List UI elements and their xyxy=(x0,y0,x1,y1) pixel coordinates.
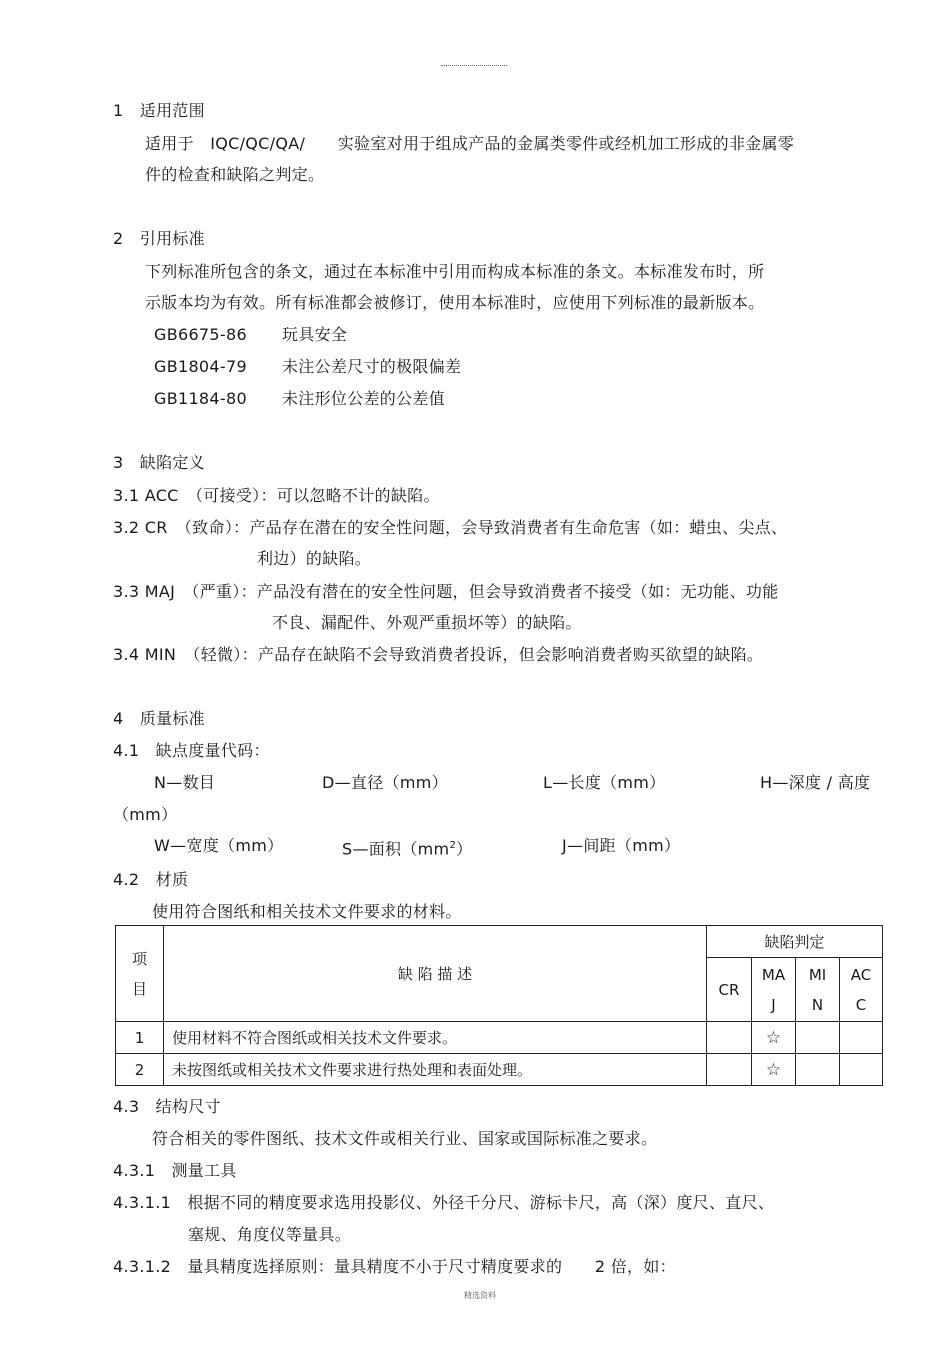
header-maj: MA J xyxy=(752,958,796,1022)
header-acc: AC C xyxy=(840,958,883,1022)
section-1-heading: 1 适用范围 xyxy=(113,101,205,120)
row-acc xyxy=(840,1054,883,1086)
header-item: 项 目 xyxy=(116,926,164,1022)
section-4-3-1-1-line-2: 塞规、角度仪等量具。 xyxy=(188,1225,352,1244)
page-footer: 精选资料 xyxy=(464,1291,496,1300)
header-min: MI N xyxy=(796,958,840,1022)
section-2-heading: 2 引用标准 xyxy=(113,229,205,248)
code-l: L—长度（mm） xyxy=(543,773,666,792)
section-2-text-line-1: 下列标准所包含的条文，通过在本标准中引用而构成本标准的条文。本标准发布时，所 xyxy=(145,262,765,281)
superscript: 2 xyxy=(449,840,457,851)
header-cr: CR xyxy=(707,958,752,1022)
section-4-3-1-2: 4.3.1.2 量具精度选择原则：量具精度不小于尺寸精度要求的 2 倍，如： xyxy=(113,1257,676,1276)
row-maj-star-icon: ☆ xyxy=(752,1054,796,1086)
table-row xyxy=(116,1022,883,1054)
code-h-unit: （mm） xyxy=(113,805,178,824)
standard-name: 玩具安全 xyxy=(282,325,348,344)
section-1-text-line-1: 适用于 IQC/QC/QA/ 实验室对用于组成产品的金属类零件或经机加工形成的非金属零 xyxy=(145,134,795,153)
defect-def-acc: 3.1 ACC （可接受）：可以忽略不计的缺陷。 xyxy=(113,486,440,505)
section-4-3-heading: 4.3 结构尺寸 xyxy=(113,1097,221,1116)
section-4-2-heading: 4.2 材质 xyxy=(113,870,189,889)
standard-name: 未注形位公差的公差值 xyxy=(282,389,446,408)
section-4-3-1-1-line-1: 4.3.1.1 根据不同的精度要求选用投影仪、外径千分尺、游标卡尺，高（深）度尺、直尺、 xyxy=(113,1193,775,1212)
defect-def-maj-line-2: 不良、漏配件、外观严重损坏等）的缺陷。 xyxy=(272,613,582,632)
code-h: H—深度 / 高度 xyxy=(760,773,871,792)
row-description: 未按图纸或相关技术文件要求进行热处理和表面处理。 xyxy=(164,1054,707,1086)
section-4-3-text: 符合相关的零件图纸、技术文件或相关行业、国家或国际标准之要求。 xyxy=(152,1129,658,1148)
code-s-close: ） xyxy=(456,839,473,859)
defect-table xyxy=(115,925,883,1086)
row-description: 使用材料不符合图纸或相关技术文件要求。 xyxy=(164,1022,707,1054)
section-1-text-line-2: 件的检查和缺陷之判定。 xyxy=(145,165,325,184)
row-cr xyxy=(707,1022,752,1054)
standard-code: GB1184-80 xyxy=(154,389,247,408)
row-maj-star-icon: ☆ xyxy=(752,1022,796,1054)
header-rule xyxy=(441,65,507,66)
code-s xyxy=(342,836,472,859)
table-row xyxy=(116,1054,883,1086)
section-2-text-line-2: 示版本均为有效。所有标准都会被修订，使用本标准时，应使用下列标准的最新版本。 xyxy=(145,293,765,312)
row-min xyxy=(796,1022,840,1054)
code-d: D—直径（mm） xyxy=(322,773,448,792)
standard-code: GB6675-86 xyxy=(154,325,247,344)
section-3-heading: 3 缺陷定义 xyxy=(113,453,205,472)
header-description: 缺 陷 描 述 xyxy=(164,926,707,1022)
defect-def-cr-line-2: 利边）的缺陷。 xyxy=(257,549,372,568)
row-number: 1 xyxy=(116,1022,164,1054)
section-4-2-text: 使用符合图纸和相关技术文件要求的材料。 xyxy=(152,902,462,921)
code-j: J—间距（mm） xyxy=(562,836,681,855)
section-4-1-heading: 4.1 缺点度量代码： xyxy=(113,741,270,760)
code-s-label: S—面积（mm xyxy=(342,839,450,859)
row-number: 2 xyxy=(116,1054,164,1086)
section-4-3-1-heading: 4.3.1 测量工具 xyxy=(113,1161,237,1180)
defect-def-cr-line-1: 3.2 CR （致命）：产品存在潜在的安全性问题，会导致消费者有生命危害（如：蜡虫、尖点、 xyxy=(113,518,788,537)
row-min xyxy=(796,1054,840,1086)
code-w: W—宽度（mm） xyxy=(154,836,284,855)
section-4-heading: 4 质量标准 xyxy=(113,709,205,728)
defect-def-min: 3.4 MIN （轻微）：产品存在缺陷不会导致消费者投诉，但会影响消费者购买欲望的缺陷。 xyxy=(113,645,764,664)
code-n: N—数目 xyxy=(154,773,216,792)
row-cr xyxy=(707,1054,752,1086)
defect-def-maj-line-1: 3.3 MAJ （严重）：产品没有潜在的安全性问题，但会导致消费者不接受（如：无功能、功能 xyxy=(113,582,779,601)
standard-code: GB1804-79 xyxy=(154,357,247,376)
header-judgement: 缺陷判定 xyxy=(707,926,883,958)
standard-name: 未注公差尺寸的极限偏差 xyxy=(282,357,462,376)
row-acc xyxy=(840,1022,883,1054)
